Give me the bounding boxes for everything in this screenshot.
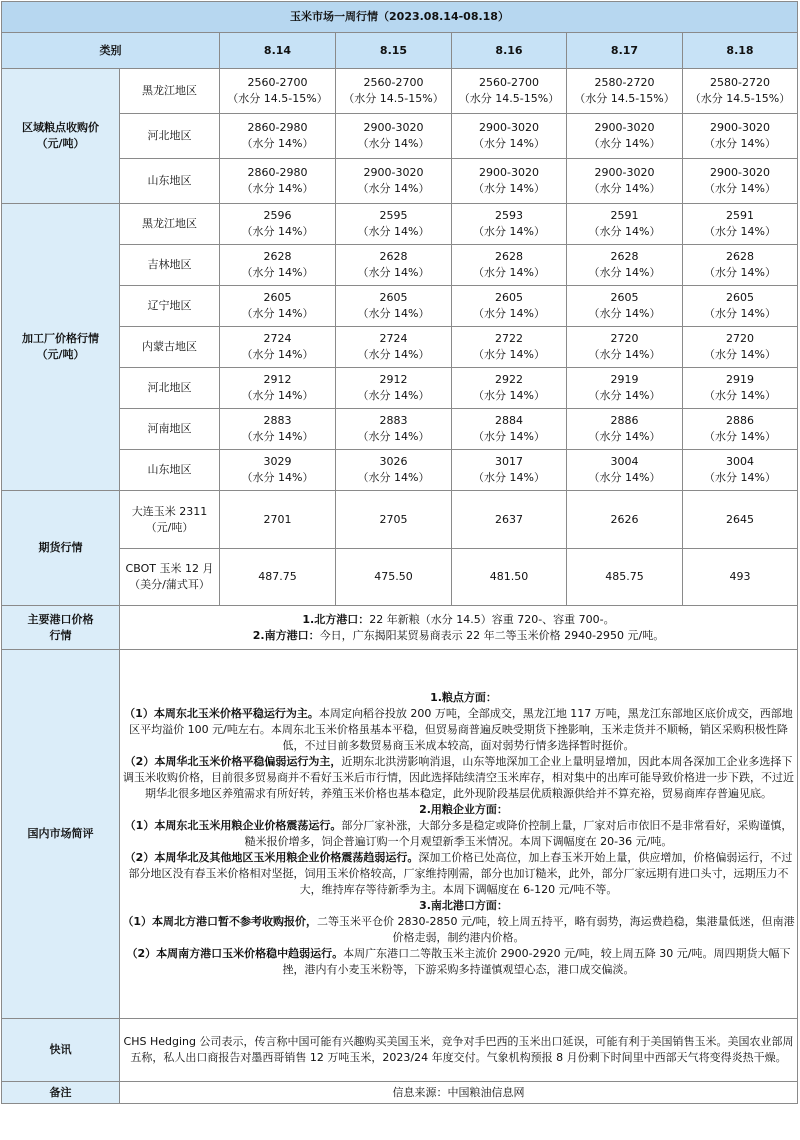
price-value: 2580-2720 xyxy=(594,76,655,89)
commentary-heading-text: 3.南北港口方面： xyxy=(419,899,508,912)
price-row xyxy=(2,159,798,204)
price-cell xyxy=(683,69,798,114)
futures-value: 2701 xyxy=(220,491,336,549)
price-row xyxy=(2,286,798,327)
price-cell xyxy=(683,159,798,204)
moisture-note: （水分 14%） xyxy=(704,307,776,320)
moisture-note: （水分 14%） xyxy=(241,137,314,150)
price-value: 2720 xyxy=(726,332,754,345)
remarks-content: 信息来源：中国粮油信息网 xyxy=(120,1082,798,1104)
south-port-label: 2.南方港口： xyxy=(252,628,320,642)
region-name: 山东地区 xyxy=(120,159,220,204)
price-cell xyxy=(567,368,683,409)
price-cell xyxy=(683,450,798,491)
price-value: 2605 xyxy=(726,291,754,304)
price-cell xyxy=(452,204,567,245)
price-value: 2900-3020 xyxy=(594,166,655,179)
price-value: 2900-3020 xyxy=(710,166,770,179)
moisture-note: （水分 14%） xyxy=(241,389,314,402)
commentary-lead: （1）本周东北玉米用粮企业价格震荡运行。 xyxy=(124,819,342,832)
price-value: 2900-3020 xyxy=(594,121,655,134)
price-value: 2560-2700 xyxy=(247,76,308,89)
price-value: 2912 xyxy=(379,373,408,386)
price-value: 3004 xyxy=(726,455,754,468)
price-row xyxy=(2,204,798,245)
price-value: 2900-3020 xyxy=(479,121,539,134)
futures-value: 487.75 xyxy=(220,549,336,606)
moisture-note: （水分 14%） xyxy=(473,307,545,320)
price-cell xyxy=(336,245,452,286)
price-value: 3004 xyxy=(610,455,639,468)
price-cell xyxy=(683,327,798,368)
price-cell xyxy=(452,450,567,491)
moisture-note: （水分 14%） xyxy=(588,348,661,361)
factory-price-section xyxy=(2,204,798,491)
price-value: 2628 xyxy=(263,250,292,263)
commentary-heading-text: 1.粮点方面： xyxy=(430,691,497,704)
price-cell xyxy=(220,409,336,450)
price-cell xyxy=(336,327,452,368)
price-cell xyxy=(683,114,798,159)
moisture-note: （水分 14%） xyxy=(241,266,314,279)
commentary-paragraph xyxy=(120,706,797,754)
price-cell xyxy=(220,286,336,327)
price-cell xyxy=(683,368,798,409)
commentary-heading-text: 2.用粮企业方面： xyxy=(419,803,508,816)
price-value: 2886 xyxy=(726,414,754,427)
price-cell xyxy=(683,245,798,286)
moisture-note: （水分 14%） xyxy=(357,225,430,238)
commentary-body: 二等玉米平仓价 2830-2850 元/吨，较上周五持平，略有弱势，海运费趋稳，集港量低迷，但南港价格走弱，制约港内价格。 xyxy=(317,915,795,944)
moisture-note: （水分 14%） xyxy=(588,389,661,402)
price-value: 2605 xyxy=(379,291,408,304)
price-cell xyxy=(567,159,683,204)
factory_section-label-line: 加工厂价格行情 xyxy=(22,332,99,345)
futures-section xyxy=(2,491,798,606)
futures-value: 2645 xyxy=(683,491,798,549)
price-cell xyxy=(567,409,683,450)
south-port-text: 今日，广东揭阳某贸易商表示 22 年二等玉米价格 2940-2950 元/吨。 xyxy=(319,628,665,642)
moisture-note: （水分 14%） xyxy=(588,225,661,238)
grain_section-label-line: （元/吨） xyxy=(36,137,85,150)
date-header: 8.17 xyxy=(567,33,683,69)
price-cell xyxy=(336,368,452,409)
price-value: 2922 xyxy=(495,373,523,386)
price-value: 2580-2720 xyxy=(710,76,770,89)
price-cell xyxy=(336,204,452,245)
moisture-note: （水分 14%） xyxy=(588,266,661,279)
north-port-line xyxy=(120,612,797,628)
commentary-body: 本周定向稻谷投放 200 万吨，全部成交，黑龙江地 117 万吨，黑龙江东部地区底价成交，西部地区平均溢价 100 元/吨左右。本周东北玉米价格虽基本平稳，但贸易商普遍反映受期货下挫影响，玉米走货并不顺畅，销区采购积极性降低，不过目前多数贸易商玉米成本较高，面对弱势行情多选择暂时挺价。 xyxy=(129,707,793,752)
price-value: 2900-3020 xyxy=(479,166,539,179)
price-cell xyxy=(567,327,683,368)
price-value: 2720 xyxy=(610,332,639,345)
date-header: 8.16 xyxy=(452,33,567,69)
moisture-note: （水分 14.5-15%） xyxy=(227,92,328,105)
price-value: 2724 xyxy=(263,332,292,345)
price-cell xyxy=(220,327,336,368)
price-cell xyxy=(567,286,683,327)
moisture-note: （水分 14%） xyxy=(241,225,314,238)
price-row xyxy=(2,409,798,450)
south-port-line xyxy=(120,628,797,644)
price-cell xyxy=(220,114,336,159)
moisture-note: （水分 14%） xyxy=(241,307,314,320)
price-value: 2591 xyxy=(610,209,639,222)
price-value: 2605 xyxy=(263,291,292,304)
commentary-row xyxy=(2,650,798,1019)
news-label: 快讯 xyxy=(2,1019,120,1082)
price-value: 2900-3020 xyxy=(363,166,424,179)
date-header: 8.15 xyxy=(336,33,452,69)
moisture-note: （水分 14%） xyxy=(357,307,430,320)
price-value: 2860-2980 xyxy=(247,166,308,179)
price-row xyxy=(2,327,798,368)
moisture-note: （水分 14.5-15%） xyxy=(343,92,444,105)
futures-label: 期货行情 xyxy=(2,491,120,606)
price-cell xyxy=(452,69,567,114)
commentary-paragraph xyxy=(120,914,797,946)
price-cell xyxy=(452,114,567,159)
price-row xyxy=(2,245,798,286)
price-value: 2883 xyxy=(379,414,408,427)
commentary-heading xyxy=(120,802,797,818)
moisture-note: （水分 14%） xyxy=(704,137,776,150)
price-value: 2628 xyxy=(726,250,754,263)
price-value: 2591 xyxy=(726,209,754,222)
price-cell xyxy=(220,368,336,409)
moisture-note: （水分 14%） xyxy=(357,266,430,279)
price-value: 2884 xyxy=(495,414,523,427)
ports-row xyxy=(2,606,798,650)
futures-name-line: 大连玉米 2311 xyxy=(131,504,208,518)
moisture-note: （水分 14%） xyxy=(357,430,430,443)
ports-label-line: 行情 xyxy=(49,628,72,642)
region-name: 河南地区 xyxy=(120,409,220,450)
moisture-note: （水分 14%） xyxy=(588,137,661,150)
moisture-note: （水分 14%） xyxy=(241,471,314,484)
moisture-note: （水分 14%） xyxy=(704,389,776,402)
price-cell xyxy=(220,450,336,491)
moisture-note: （水分 14%） xyxy=(704,266,776,279)
moisture-note: （水分 14%） xyxy=(473,137,545,150)
commentary-body: 本周广东港口二等散玉米主流价 2900-2920 元/吨，较上周五降 30 元/吨。周四期货大幅下挫，港内有小麦玉米粉等，下游采购多持谨慎观望心态，港口成交偏淡。 xyxy=(282,947,791,976)
price-value: 2628 xyxy=(495,250,523,263)
region-name: 吉林地区 xyxy=(120,245,220,286)
factory_section-label-line: （元/吨） xyxy=(36,348,85,361)
grain_section-label xyxy=(2,69,120,204)
moisture-note: （水分 14%） xyxy=(357,389,430,402)
price-cell xyxy=(336,409,452,450)
commentary-paragraph xyxy=(120,946,797,978)
price-value: 2560-2700 xyxy=(479,76,539,89)
moisture-note: （水分 14%） xyxy=(588,430,661,443)
remarks-row xyxy=(2,1082,798,1104)
report-title: 玉米市场一周行情（2023.08.14-08.18） xyxy=(2,2,798,33)
north-port-label: 1.北方港口： xyxy=(302,612,370,626)
commentary-body: 近期东北洪涝影响消退，山东等地深加工企业上量明显增加，因此本周各深加工企业多选择下调玉米收购价格，目前很多贸易商并不看好玉米后市行情，因此选择陆续清空玉米库存，相对集中的出库可能导致价格进一步下跌，不过近期华北很多地区养殖需求有所好转，养殖玉米价格也基本稳定，此外现阶段基层优质粮源供给并不算充裕，贸易商库存普遍见底。 xyxy=(123,755,794,800)
commentary-paragraph xyxy=(120,754,797,802)
price-cell xyxy=(452,159,567,204)
region-name: 内蒙古地区 xyxy=(120,327,220,368)
commentary-lead: （2）本周华北及其他地区玉米用粮企业价格震荡趋弱运行。 xyxy=(124,851,419,864)
moisture-note: （水分 14%） xyxy=(704,182,776,195)
price-cell xyxy=(336,159,452,204)
region-name: 山东地区 xyxy=(120,450,220,491)
ports-content xyxy=(120,606,798,650)
price-row xyxy=(2,450,798,491)
region-name: 黑龙江地区 xyxy=(120,69,220,114)
moisture-note: （水分 14%） xyxy=(473,182,545,195)
title-row xyxy=(2,2,798,33)
moisture-note: （水分 14%） xyxy=(473,471,545,484)
futures-value: 481.50 xyxy=(452,549,567,606)
moisture-note: （水分 14%） xyxy=(704,225,776,238)
price-value: 2912 xyxy=(263,373,292,386)
moisture-note: （水分 14%） xyxy=(241,430,314,443)
futures-unit-line: （元/吨） xyxy=(145,520,194,534)
commentary-lead: （2）本周华北玉米价格平稳偏弱运行为主， xyxy=(124,755,342,768)
price-value: 2919 xyxy=(610,373,639,386)
moisture-note: （水分 14%） xyxy=(241,348,314,361)
price-cell xyxy=(452,409,567,450)
commentary-paragraph xyxy=(120,850,797,898)
moisture-note: （水分 14%） xyxy=(241,182,314,195)
price-cell xyxy=(567,204,683,245)
price-cell xyxy=(452,286,567,327)
futures-name xyxy=(120,491,220,549)
price-value: 2860-2980 xyxy=(247,121,308,134)
moisture-note: （水分 14%） xyxy=(704,348,776,361)
region-name: 河北地区 xyxy=(120,368,220,409)
price-cell xyxy=(452,327,567,368)
price-row xyxy=(2,69,798,114)
category-header: 类别 xyxy=(2,33,220,69)
price-value: 2722 xyxy=(495,332,523,345)
price-row xyxy=(2,114,798,159)
news-row xyxy=(2,1019,798,1082)
price-cell xyxy=(683,286,798,327)
moisture-note: （水分 14%） xyxy=(357,471,430,484)
price-value: 3029 xyxy=(263,455,292,468)
moisture-note: （水分 14%） xyxy=(473,225,545,238)
commentary-body: 深加工价格已处高位，加上春玉米开始上量，供应增加，价格偏弱运行，不过部分地区没有春玉米价格相对坚挺，饲用玉米价格较高，厂家维持刚需，部分也加订糙米，此外，部分厂家远期有进口头寸，远期压力不大，维持库存等待新季为主。本周下调幅度在 6-120 元/吨不等。 xyxy=(128,851,793,896)
commentary-heading xyxy=(120,690,797,706)
price-cell xyxy=(220,159,336,204)
price-cell xyxy=(336,286,452,327)
price-value: 2886 xyxy=(610,414,639,427)
commentary-label: 国内市场简评 xyxy=(2,650,120,1019)
futures-value: 2637 xyxy=(452,491,567,549)
price-cell xyxy=(220,204,336,245)
futures-value: 475.50 xyxy=(336,549,452,606)
price-cell xyxy=(452,368,567,409)
moisture-note: （水分 14%） xyxy=(588,471,661,484)
futures-row xyxy=(2,549,798,606)
price-cell xyxy=(567,450,683,491)
date-header: 8.18 xyxy=(683,33,798,69)
moisture-note: （水分 14%） xyxy=(588,307,661,320)
moisture-note: （水分 14.5-15%） xyxy=(689,92,791,105)
moisture-note: （水分 14%） xyxy=(473,266,545,279)
price-value: 2605 xyxy=(495,291,523,304)
futures-value: 2626 xyxy=(567,491,683,549)
price-value: 2724 xyxy=(379,332,408,345)
price-cell xyxy=(683,204,798,245)
market-report-table xyxy=(1,1,798,1104)
moisture-note: （水分 14%） xyxy=(357,182,430,195)
moisture-note: （水分 14%） xyxy=(704,471,776,484)
commentary-paragraph xyxy=(120,818,797,850)
moisture-note: （水分 14%） xyxy=(704,430,776,443)
futures-value: 493 xyxy=(683,549,798,606)
moisture-note: （水分 14%） xyxy=(473,348,545,361)
price-value: 2605 xyxy=(610,291,639,304)
grain_section-label-line: 区域粮点收购价 xyxy=(22,121,99,134)
price-cell xyxy=(567,245,683,286)
grain-price-section xyxy=(2,69,798,204)
price-cell xyxy=(567,69,683,114)
moisture-note: （水分 14%） xyxy=(357,348,430,361)
futures-unit-line: （美分/蒲式耳） xyxy=(129,578,210,591)
remarks-label: 备注 xyxy=(2,1082,120,1104)
commentary-content xyxy=(120,650,798,1019)
price-cell xyxy=(220,69,336,114)
price-cell xyxy=(336,450,452,491)
region-name: 黑龙江地区 xyxy=(120,204,220,245)
ports-label-line: 主要港口价格 xyxy=(27,612,94,626)
futures-value: 2705 xyxy=(336,491,452,549)
price-value: 3026 xyxy=(379,455,408,468)
moisture-note: （水分 14%） xyxy=(473,389,545,402)
price-value: 2628 xyxy=(610,250,639,263)
moisture-note: （水分 14.5-15%） xyxy=(574,92,675,105)
price-cell xyxy=(452,245,567,286)
price-row xyxy=(2,368,798,409)
commentary-lead: （1）本周北方港口暂不参考收购报价， xyxy=(122,915,317,928)
price-value: 2560-2700 xyxy=(363,76,424,89)
region-name: 河北地区 xyxy=(120,114,220,159)
price-value: 2593 xyxy=(495,209,523,222)
price-value: 2628 xyxy=(379,250,408,263)
price-cell xyxy=(336,114,452,159)
region-name: 辽宁地区 xyxy=(120,286,220,327)
price-cell xyxy=(567,114,683,159)
futures-name xyxy=(120,549,220,606)
commentary-lead: （1）本周东北玉米价格平稳运行为主。 xyxy=(124,707,319,720)
news-content: CHS Hedging 公司表示，传言称中国可能有兴趣购买美国玉米，竞争对手巴西的玉米出口延误，可能有利于美国销售玉米。美国农业部周五称，私人出口商报告对墨西哥销售 12 万吨玉米，2023/24 年度交付。气象机构预报 8 月份剩下时间里中西部天气将变得炎热干燥。 xyxy=(120,1019,798,1082)
price-value: 2883 xyxy=(263,414,292,427)
commentary-lead: （2）本周南方港口玉米价格稳中趋弱运行。 xyxy=(126,947,344,960)
moisture-note: （水分 14%） xyxy=(473,430,545,443)
price-value: 2900-3020 xyxy=(363,121,424,134)
factory_section-label xyxy=(2,204,120,491)
price-value: 2919 xyxy=(726,373,754,386)
price-cell xyxy=(220,245,336,286)
moisture-note: （水分 14%） xyxy=(357,137,430,150)
price-value: 3017 xyxy=(495,455,523,468)
header-row xyxy=(2,33,798,69)
futures-row xyxy=(2,491,798,549)
price-value: 2900-3020 xyxy=(710,121,770,134)
north-port-text: 22 年新粮（水分 14.5）容重 720-、容重 700-。 xyxy=(369,612,615,626)
date-header: 8.14 xyxy=(220,33,336,69)
price-value: 2596 xyxy=(263,209,292,222)
moisture-note: （水分 14%） xyxy=(588,182,661,195)
price-cell xyxy=(683,409,798,450)
commentary-body: 部分厂家补涨，大部分多是稳定或降价控制上量，厂家对后市依旧不是非常看好，采购谨慎，糙米报价增多，饲企普遍订购一个月观望新季玉米情况。本周下调幅度在 20-36 元/吨。 xyxy=(244,819,793,848)
futures-name-line: CBOT 玉米 12 月 xyxy=(125,562,214,575)
futures-value: 485.75 xyxy=(567,549,683,606)
commentary-heading xyxy=(120,898,797,914)
ports-label xyxy=(2,606,120,650)
price-cell xyxy=(336,69,452,114)
moisture-note: （水分 14.5-15%） xyxy=(458,92,560,105)
price-value: 2595 xyxy=(379,209,408,222)
